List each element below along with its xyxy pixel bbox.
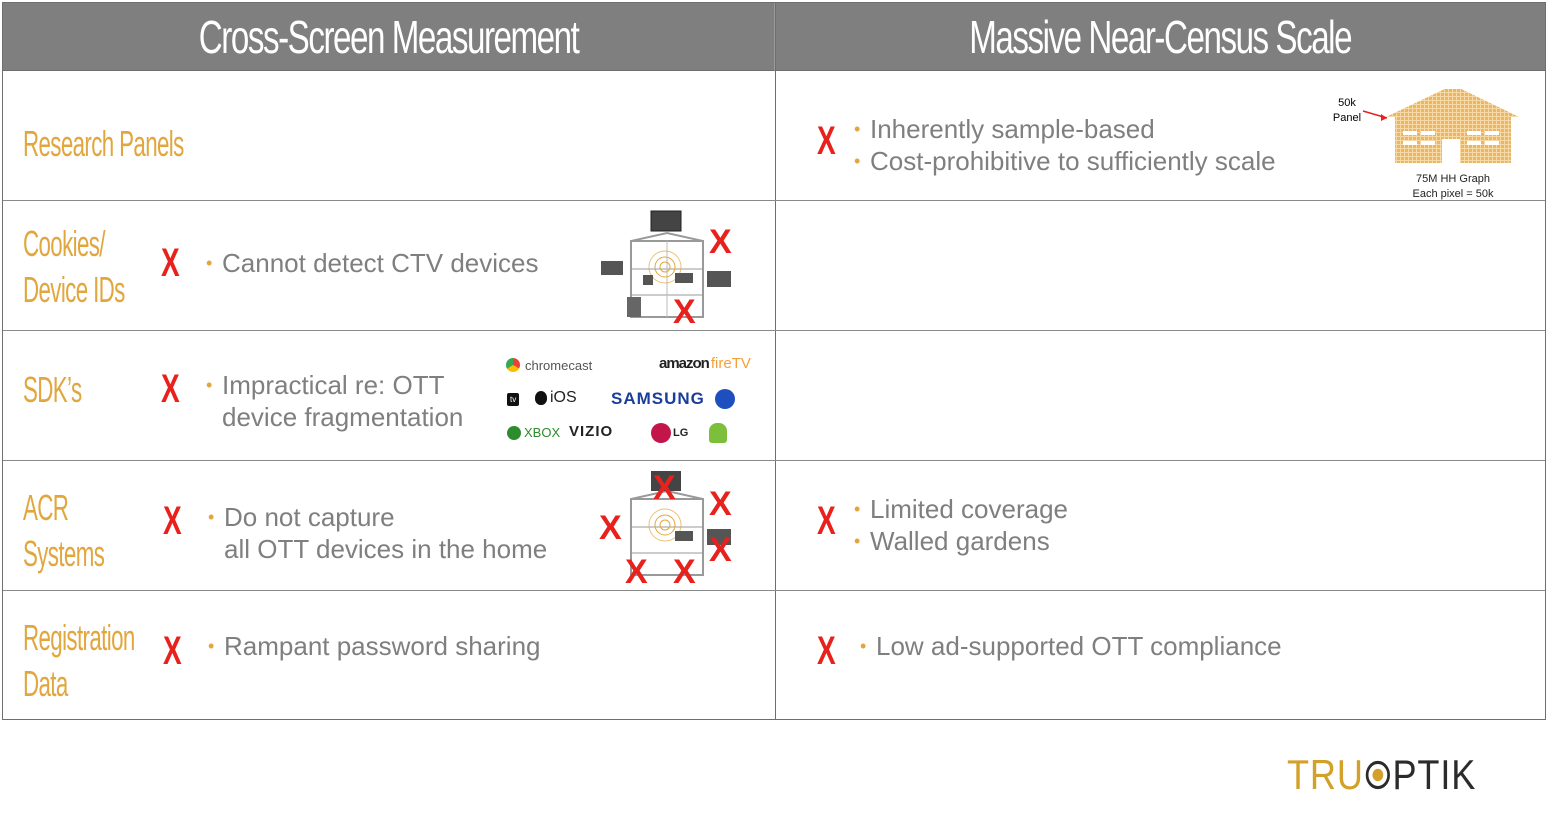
apple-icon	[535, 391, 547, 405]
x-mark: X	[709, 531, 732, 569]
x-mark: X	[709, 485, 732, 523]
x-mark: X	[163, 629, 182, 673]
android-icon	[709, 423, 727, 443]
bullets-acr: • Do not capture all OTT devices in the home	[208, 502, 548, 564]
comparison-table	[2, 2, 1546, 720]
column-divider	[775, 3, 776, 719]
x-mark: X	[817, 499, 836, 543]
svg-text:Each pixel = 50k: Each pixel = 50k	[1412, 188, 1494, 200]
chrome-icon	[505, 357, 521, 373]
svg-text:Panel: Panel	[1332, 112, 1362, 124]
x-mark: X	[817, 629, 836, 673]
bullets-registration: • Rampant password sharing	[208, 631, 541, 661]
x-mark: X	[163, 499, 182, 543]
row-divider	[3, 200, 1545, 201]
tablet-icon	[601, 261, 623, 275]
xbox-logo: XBOX	[507, 425, 560, 440]
bullets-sdks: • Impractical re: OTT device fragmentation	[206, 370, 464, 432]
svg-text:50k: 50k	[1338, 97, 1356, 109]
xbox-icon	[507, 426, 521, 440]
ios-logo: iOS	[535, 389, 577, 407]
x-mark: X	[673, 293, 696, 325]
house-roof	[1386, 89, 1519, 117]
row-label-research-panels: Research Panels	[23, 123, 184, 164]
x-mark: X	[709, 223, 732, 261]
row-divider	[3, 460, 1545, 461]
tv-icon	[707, 271, 731, 287]
chromecast-logo: chromecast	[505, 357, 592, 373]
house-graph-icon	[1321, 89, 1531, 201]
bullets-panels: • Inherently sample-based • Cost-prohibitive to sufficiently scale	[854, 114, 1276, 176]
x-mark: X	[653, 469, 676, 507]
x-mark: X	[161, 367, 180, 411]
bullets-acr-right: • Limited coverage • Walled gardens	[854, 494, 1068, 556]
bullets-registration-right: • Low ad-supported OTT compliance	[860, 631, 1282, 661]
laptop-icon	[651, 211, 681, 231]
truoptik-logo: TRU PTIK	[1287, 751, 1477, 798]
amazon-firetv-logo: amazon fireTV	[659, 355, 751, 372]
row-label-acr: ACR Systems	[23, 487, 105, 574]
acr-devices-house-icon	[597, 467, 753, 585]
x-mark: X	[625, 553, 648, 585]
samsung-logo: SAMSUNG	[611, 389, 705, 408]
header-cross-screen: Cross-Screen Measurement	[3, 3, 775, 71]
row-divider	[3, 330, 1545, 331]
header-near-census: Massive Near-Census Scale	[775, 3, 1545, 71]
devices-house-icon	[597, 209, 753, 325]
row-divider	[3, 590, 1545, 591]
device-logos	[503, 353, 763, 453]
x-mark: X	[817, 119, 836, 163]
eye-icon	[1365, 755, 1392, 795]
svg-text:75M HH Graph: 75M HH Graph	[1416, 173, 1490, 185]
bullets-cookies: • Cannot detect CTV devices	[206, 248, 539, 278]
phone-icon	[627, 297, 641, 317]
x-mark: X	[599, 509, 622, 547]
playstation-icon	[715, 389, 735, 409]
appletv-logo: tv	[507, 393, 519, 406]
row-label-sdks: SDK’s	[23, 369, 82, 410]
row-label-registration: Registration Data	[23, 617, 135, 704]
lg-icon	[651, 423, 671, 443]
row-label-cookies: Cookies/ Device IDs	[23, 223, 125, 310]
x-mark: X	[673, 553, 696, 585]
x-mark: X	[161, 241, 180, 285]
lg-logo: LG	[651, 423, 688, 443]
vizio-logo: VIZIO	[569, 423, 614, 440]
